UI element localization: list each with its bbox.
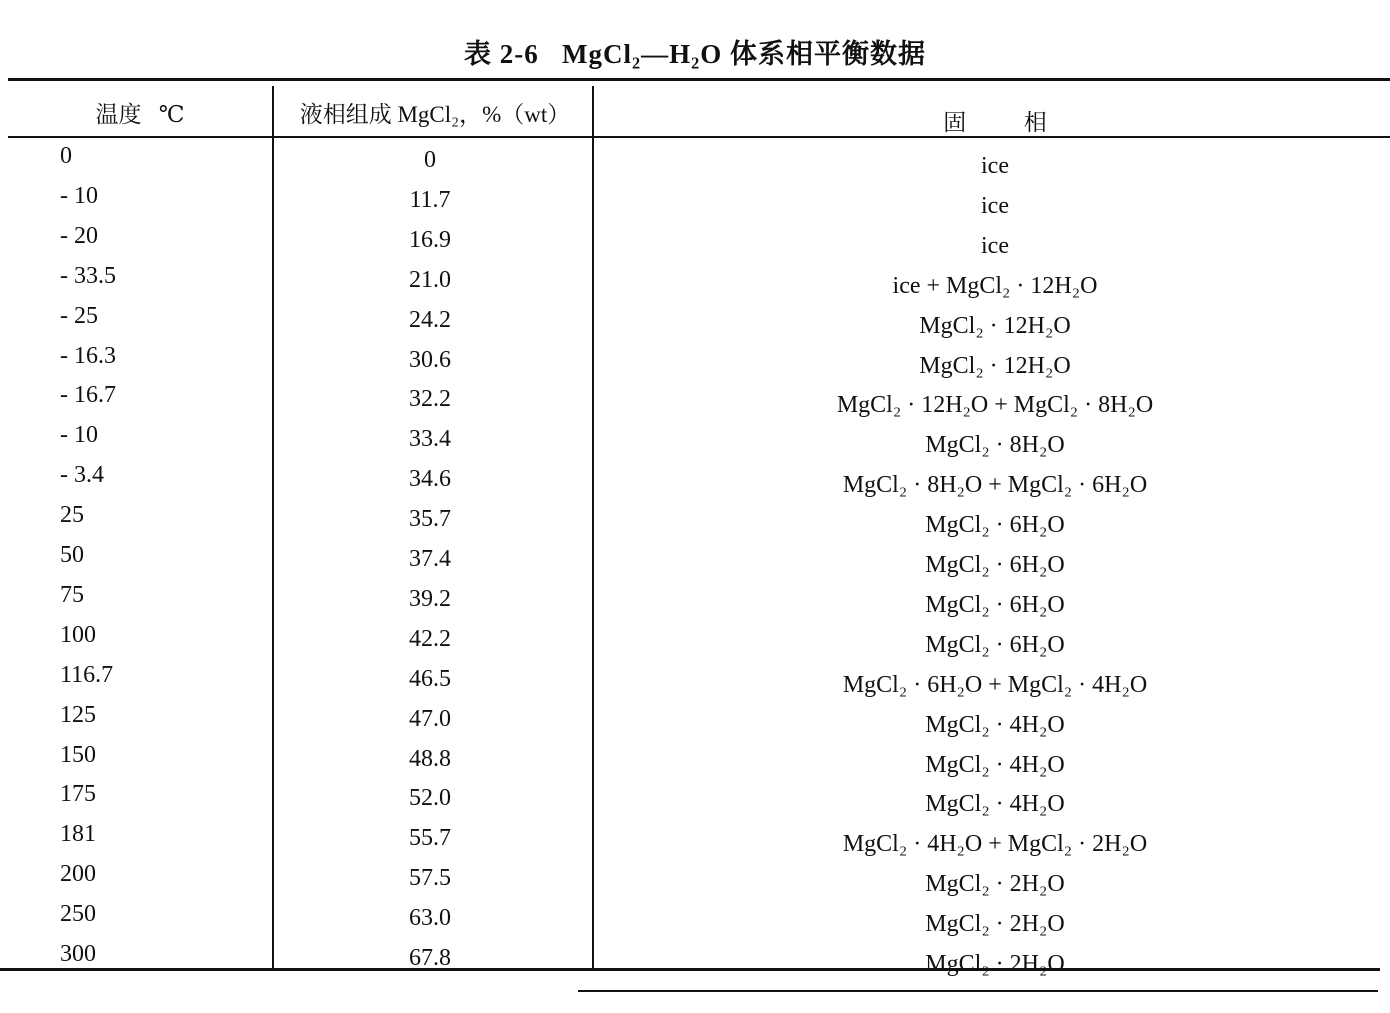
- cell-temperature: 100: [60, 622, 96, 648]
- header-solid-phase: 固 相: [943, 110, 1047, 135]
- cell-liquid-composition: 34.6: [409, 466, 451, 492]
- cell-temperature: 0: [60, 143, 72, 169]
- cell-solid-phase: MgCl₂ · 6H₂O: [925, 512, 1065, 538]
- bottom-rule-secondary: [578, 990, 1378, 992]
- cell-liquid-composition: 46.5: [409, 666, 451, 692]
- column-divider-2: [592, 86, 594, 970]
- cell-liquid-composition: 57.5: [409, 865, 451, 891]
- cell-solid-phase: MgCl₂ · 4H₂O + MgCl₂ · 2H₂O: [842, 831, 1148, 857]
- cell-temperature: 75: [60, 582, 84, 608]
- cell-solid-phase: MgCl₂ · 4H₂O: [925, 752, 1065, 778]
- cell-liquid-composition: 63.0: [409, 905, 451, 931]
- cell-temperature: 181: [60, 821, 96, 847]
- cell-solid-phase: MgCl₂ · 6H₂O + MgCl₂ · 4H₂O: [842, 672, 1148, 698]
- cell-temperature: 125: [60, 702, 96, 728]
- cell-liquid-composition: 30.6: [409, 347, 451, 373]
- cell-temperature: 50: [60, 542, 84, 568]
- cell-solid-phase: MgCl₂ · 2H₂O: [925, 911, 1065, 937]
- cell-temperature: 150: [60, 742, 96, 768]
- cell-liquid-composition: 67.8: [409, 945, 451, 971]
- cell-liquid-composition: 52.0: [409, 785, 451, 811]
- cell-liquid-composition: 37.4: [409, 546, 451, 572]
- cell-solid-phase: MgCl₂ · 6H₂O: [925, 632, 1065, 658]
- cell-temperature: - 33.5: [60, 263, 116, 289]
- cell-solid-phase: MgCl₂ · 2H₂O: [925, 871, 1065, 897]
- cell-temperature: 300: [60, 941, 96, 967]
- cell-liquid-composition: 0: [424, 147, 436, 173]
- cell-liquid-composition: 39.2: [409, 586, 451, 612]
- cell-solid-phase: MgCl₂ · 8H₂O: [925, 432, 1065, 458]
- table-caption: 表 2-6 MgCl₂—H₂O 体系相平衡数据: [464, 39, 926, 69]
- cell-temperature: 175: [60, 781, 96, 807]
- column-divider-1: [272, 86, 274, 970]
- cell-temperature: - 25: [60, 303, 98, 329]
- cell-temperature: 250: [60, 901, 96, 927]
- cell-temperature: - 20: [60, 223, 98, 249]
- cell-solid-phase: MgCl₂ · 12H₂O: [919, 353, 1071, 379]
- cell-solid-phase: ice: [981, 193, 1009, 219]
- cell-solid-phase: ice + MgCl₂ · 12H₂O: [892, 273, 1098, 299]
- cell-solid-phase: MgCl₂ · 12H₂O + MgCl₂ · 8H₂O: [836, 392, 1154, 418]
- cell-solid-phase: MgCl₂ · 6H₂O: [925, 552, 1065, 578]
- cell-temperature: - 3.4: [60, 462, 104, 488]
- cell-solid-phase: MgCl₂ · 6H₂O: [925, 592, 1065, 618]
- cell-solid-phase: MgCl₂ · 2H₂O: [925, 951, 1065, 977]
- cell-solid-phase: ice: [981, 153, 1009, 179]
- cell-liquid-composition: 32.2: [409, 386, 451, 412]
- cell-liquid-composition: 21.0: [409, 267, 451, 293]
- cell-liquid-composition: 16.9: [409, 227, 451, 253]
- cell-liquid-composition: 47.0: [409, 706, 451, 732]
- cell-solid-phase: MgCl₂ · 8H₂O + MgCl₂ · 6H₂O: [842, 472, 1148, 498]
- top-rule: [8, 78, 1390, 81]
- cell-temperature: 200: [60, 861, 96, 887]
- cell-temperature: - 10: [60, 422, 98, 448]
- cell-liquid-composition: 42.2: [409, 626, 451, 652]
- cell-liquid-composition: 33.4: [409, 426, 451, 452]
- cell-liquid-composition: 55.7: [409, 825, 451, 851]
- cell-liquid-composition: 24.2: [409, 307, 451, 333]
- cell-temperature: 116.7: [60, 662, 114, 688]
- cell-solid-phase: ice: [981, 233, 1009, 259]
- cell-solid-phase: MgCl₂ · 4H₂O: [925, 712, 1065, 738]
- cell-temperature: - 10: [60, 183, 98, 209]
- cell-solid-phase: MgCl₂ · 12H₂O: [919, 313, 1071, 339]
- cell-temperature: - 16.3: [60, 343, 116, 369]
- cell-temperature: - 16.7: [60, 382, 116, 408]
- cell-liquid-composition: 11.7: [409, 187, 451, 213]
- cell-solid-phase: MgCl₂ · 4H₂O: [925, 791, 1065, 817]
- header-liquid-composition: 液相组成 MgCl₂，%（wt）: [299, 102, 571, 127]
- cell-liquid-composition: 35.7: [409, 506, 451, 532]
- cell-liquid-composition: 48.8: [409, 746, 451, 772]
- cell-temperature: 25: [60, 502, 84, 528]
- header-temperature: 温度 ℃: [95, 102, 185, 127]
